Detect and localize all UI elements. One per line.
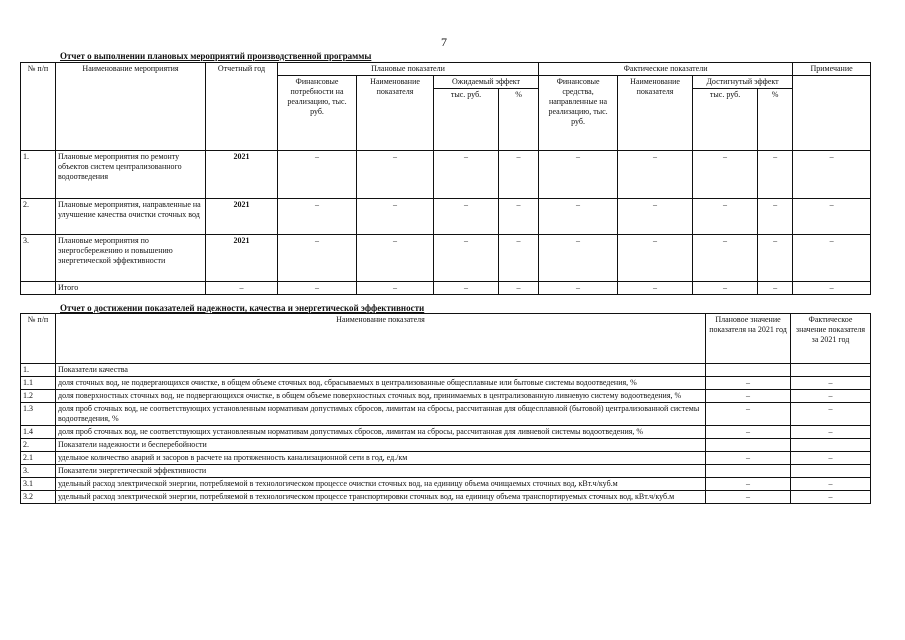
row-name: доля проб сточных вод, не соответствующих установленным нормативам допустимых сбросов, лимитам на сбросы, рассчитанная для ливневой системы водоотведения, % [56,426,706,439]
row-plan-value: – [706,478,791,491]
cell-dash: – [357,235,434,282]
table-row [21,151,871,199]
row-num: 3.1 [21,478,56,491]
row-name: Плановые мероприятия, направленные на улучшение качества очистки сточных вод [56,199,206,235]
row-fact-value: – [791,426,871,439]
col-header-actual: Фактические показатели [539,63,793,76]
cell-dash: – [278,235,357,282]
cell-dash: – [793,199,871,235]
row-name: Плановые мероприятия по энергосбережению и повышению энергетической эффективности [56,235,206,282]
cell-dash: – [758,151,793,199]
row-name: Показатели надежности и бесперебойности [56,439,706,452]
row-plan-value: – [706,377,791,390]
row-plan-value [706,364,791,377]
table-row [21,199,871,235]
cell-dash: – [278,199,357,235]
cell-dash: – [357,282,434,295]
row-fact-value [791,439,871,452]
cell-dash: – [539,235,618,282]
row-name: Показатели энергетической эффективности [56,465,706,478]
col-header-year: Отчетный год [206,63,278,151]
row-plan-value: – [706,452,791,465]
row-plan-value: – [706,390,791,403]
row-fact-value: – [791,377,871,390]
row-num: 1.3 [21,403,56,426]
row-name: доля проб сточных вод, не соответствующих установленным нормативам допустимых сбросов, лимитам на сбросы, рассчитанная для общесплавной (бытовой) централизованной системы водоотведения, % [56,403,706,426]
cell-dash: – [793,151,871,199]
page-number: 7 [441,35,447,49]
col-header-fin-need: Финансовые потребности на реализацию, тыс. руб. [278,76,357,151]
cell-dash: – [618,235,693,282]
cell-dash: – [758,235,793,282]
row-year: 2021 [206,199,278,235]
row-fact-value: – [791,403,871,426]
table-row [21,452,871,465]
col-header-percent: % [499,89,539,151]
col-header-fin-funds: Финансовые средства, направленные на реализацию, тыс. руб. [539,76,618,151]
row-fact-value: – [791,491,871,504]
cell-dash: – [278,151,357,199]
row-num: 3. [21,465,56,478]
row-fact-value [791,364,871,377]
col-header-fact-value: Фактическое значение показателя за 2021 год [791,314,871,364]
cell-dash: – [618,199,693,235]
cell-dash: – [499,151,539,199]
cell-dash: – [499,235,539,282]
col-header-name: Наименование мероприятия [56,63,206,151]
col-header-thous-rub-actual: тыс. руб. [693,89,758,151]
row-plan-value: – [706,403,791,426]
row-name: удельное количество аварий и засоров в расчете на протяженность канализационной сети в год, ед./км [56,452,706,465]
row-num: 2. [21,199,56,235]
cell-dash: – [793,235,871,282]
col-header-num: № п/п [21,63,56,151]
row-num: 1.2 [21,390,56,403]
total-label: Итого [56,282,206,295]
cell-dash: – [618,151,693,199]
row-num: 1. [21,151,56,199]
cell-dash: – [693,199,758,235]
row-name: доля сточных вод, не подвергающихся очистке, в общем объеме сточных вод, сбрасываемых в централизованные общесплавные или бытовые системы водоотведения, % [56,377,706,390]
col-header-note-empty [793,76,871,151]
cell-dash: – [758,199,793,235]
cell-dash: – [539,151,618,199]
row-num: 2. [21,439,56,452]
table-row [21,439,871,452]
row-name: удельный расход электрической энергии, потребляемой в технологическом процессе очистки сточных вод, на единицу объема очищаемых сточных вод, кВт.ч/куб.м [56,478,706,491]
cell-dash: – [539,282,618,295]
row-plan-value: – [706,426,791,439]
cell-dash: – [618,282,693,295]
cell-dash: – [357,151,434,199]
cell-dash: – [499,199,539,235]
row-fact-value: – [791,452,871,465]
row-year: 2021 [206,151,278,199]
col-header-indicator: Наименование показателя [56,314,706,364]
table-row [21,235,871,282]
cell-dash: – [539,199,618,235]
col-header-thous-rub: тыс. руб. [434,89,499,151]
report2-title: Отчет о достижении показателей надежности, качества и энергетической эффективности [60,303,425,313]
row-plan-value [706,439,791,452]
cell-dash: – [434,235,499,282]
col-header-planned: Плановые показатели [278,63,539,76]
row-fact-value: – [791,390,871,403]
row-num: 1. [21,364,56,377]
table-row [21,491,871,504]
table-row [21,465,871,478]
row-plan-value [706,465,791,478]
col-header-note: Примечание [793,63,871,76]
cell-dash: – [434,282,499,295]
row-plan-value: – [706,491,791,504]
total-num-empty [21,282,56,295]
row-fact-value [791,465,871,478]
cell-dash: – [693,235,758,282]
row-num: 3. [21,235,56,282]
cell-dash: – [758,282,793,295]
row-name: Показатели качества [56,364,706,377]
total-row [21,282,871,295]
cell-dash: – [357,199,434,235]
col-header-indicator-name: Наименование показателя [357,76,434,151]
planned-activities-table [20,62,871,295]
cell-dash: – [206,282,278,295]
cell-dash: – [693,151,758,199]
cell-dash: – [793,282,871,295]
row-fact-value: – [791,478,871,491]
cell-dash: – [499,282,539,295]
col-header-indicator-name-actual: Наименование показателя [618,76,693,151]
report1-title: Отчет о выполнении плановых мероприятий производственной программы [60,51,372,61]
col-header-plan-value: Плановое значение показателя на 2021 год [706,314,791,364]
table-row [21,426,871,439]
table-row [21,403,871,426]
col-header-expected-effect: Ожидаемый эффект [434,76,539,89]
row-num: 2.1 [21,452,56,465]
row-name: доля поверхностных сточных вод, не подвергающихся очистке, в общем объеме поверхностных сточных вод, принимаемых в централизованную ливневую систему водоотведения, % [56,390,706,403]
col-header-num: № п/п [21,314,56,364]
cell-dash: – [434,199,499,235]
col-header-achieved-effect: Достигнутый эффект [693,76,793,89]
row-name: удельный расход электрической энергии, потребляемой в технологическом процессе транспортировки сточных вод, на единицу объема транспортируемых сточных вод, кВт.ч/куб.м [56,491,706,504]
row-num: 3.2 [21,491,56,504]
indicators-body [21,364,871,504]
table-row [21,478,871,491]
row-num: 1.1 [21,377,56,390]
table-row [21,377,871,390]
cell-dash: – [693,282,758,295]
row-num: 1.4 [21,426,56,439]
indicators-table [20,313,871,504]
row-name: Плановые мероприятия по ремонту объектов систем централизованного водоотведения [56,151,206,199]
row-year: 2021 [206,235,278,282]
cell-dash: – [434,151,499,199]
cell-dash: – [278,282,357,295]
table-row [21,390,871,403]
col-header-percent-actual: % [758,89,793,151]
table-row [21,364,871,377]
